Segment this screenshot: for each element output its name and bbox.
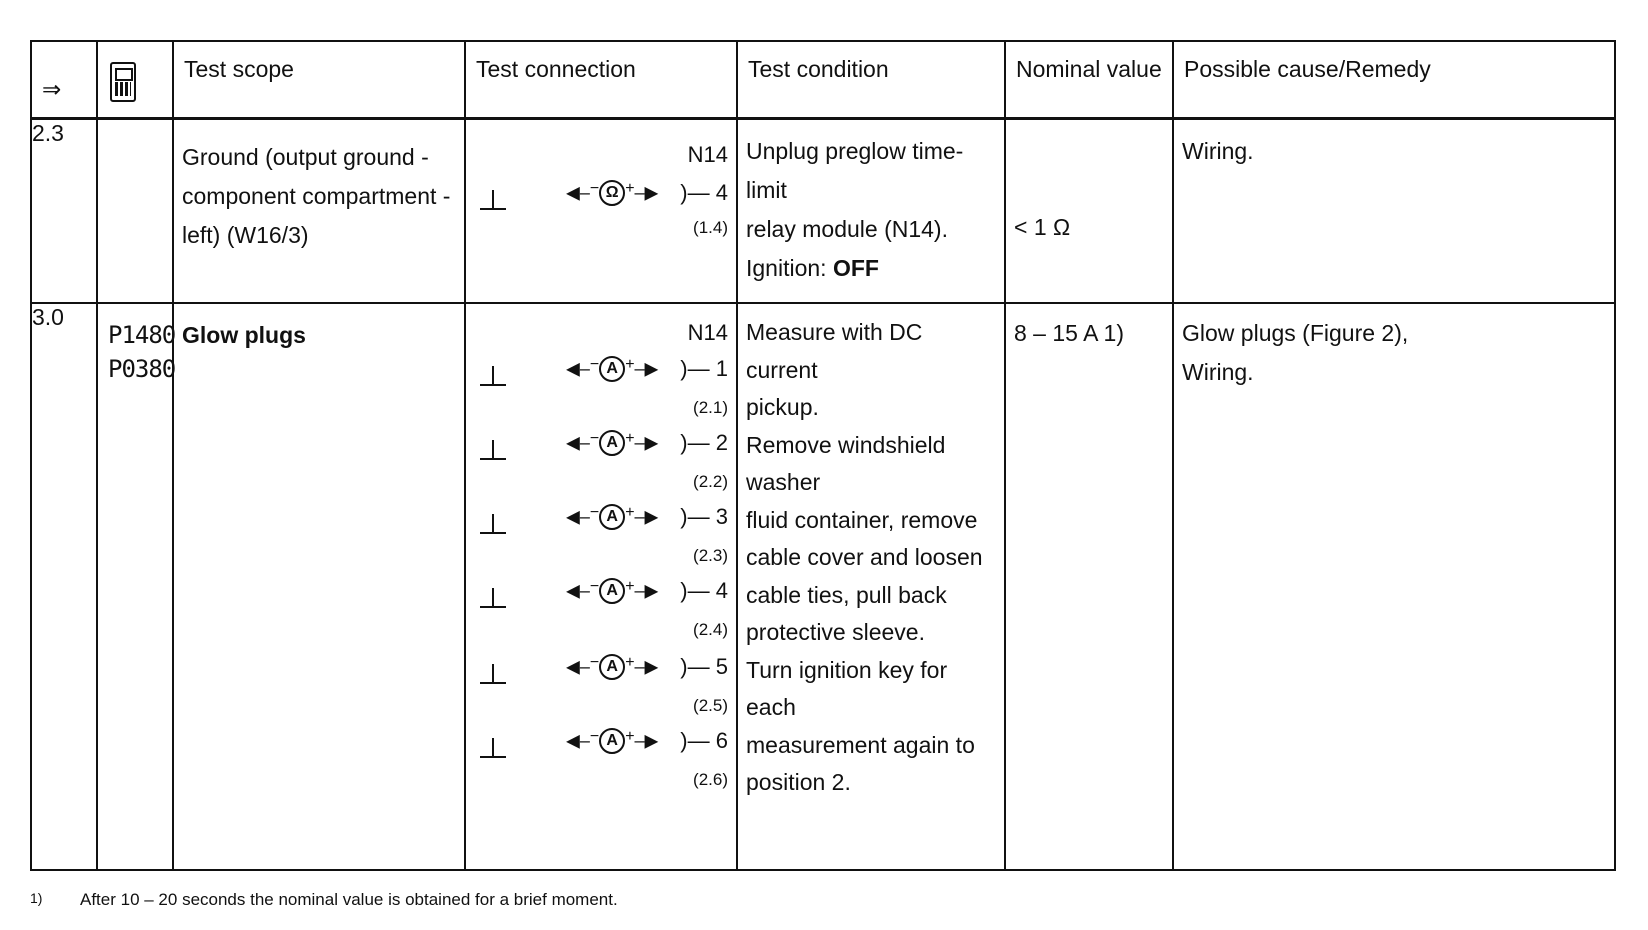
possible-cause: Wiring.: [1173, 119, 1615, 304]
ground-symbol-icon: [480, 362, 506, 390]
nominal-value: < 1 Ω: [1005, 119, 1173, 304]
condition-line: Turn ignition key for each: [746, 656, 948, 720]
connection-line: [466, 180, 728, 220]
test-connection: [465, 119, 737, 304]
header-arrow: ⇒: [31, 41, 97, 119]
step-number: 3.0: [31, 303, 97, 870]
pin-label: )— 1: [680, 356, 728, 381]
pin-sub-label: (2.2): [693, 472, 728, 491]
fault-codes: [97, 119, 173, 304]
pin-sub-label: (1.4): [693, 218, 728, 237]
pin-sub-label: (2.1): [693, 398, 728, 417]
condition-line: position 2.: [746, 769, 851, 795]
ground-symbol-icon: [480, 436, 506, 464]
ground-symbol-icon: [480, 584, 506, 612]
module-label: N14: [687, 142, 728, 167]
ammeter-icon: ◀–− A +–▶: [566, 728, 658, 754]
connection-line: [466, 356, 728, 396]
condition-line: Ignition: OFF: [746, 255, 879, 281]
ammeter-icon: ◀–− A +–▶: [566, 654, 658, 680]
ammeter-icon: ◀–− A +–▶: [566, 356, 658, 382]
test-scope: Ground (output ground - component compartment - left) (W16/3): [173, 119, 465, 304]
pin-label: )— 5: [680, 654, 728, 679]
pin-label: )— 6: [680, 728, 728, 753]
ground-symbol-icon: [480, 186, 506, 214]
ground-symbol-icon: [480, 734, 506, 762]
pin-sub-label: (2.4): [693, 620, 728, 639]
test-connection: [465, 303, 737, 870]
pin-sub-label: (2.6): [693, 770, 728, 789]
test-table: [30, 40, 1616, 871]
connection-line: [466, 430, 728, 470]
test-scope: Glow plugs: [173, 303, 465, 870]
footnote-text: After 10 – 20 seconds the nominal value is obtained for a brief moment.: [80, 890, 618, 909]
test-condition: [737, 119, 1005, 304]
connection-line: [466, 504, 728, 544]
pin-sub-label: (2.3): [693, 546, 728, 565]
condition-line: Remove windshield washer: [746, 431, 946, 495]
condition-line: protective sleeve.: [746, 619, 925, 645]
test-condition: [737, 303, 1005, 870]
table-row: [31, 303, 1615, 870]
condition-line: Unplug preglow time-limit: [746, 138, 964, 203]
fault-codes: [97, 303, 176, 870]
header-scanner: [97, 41, 173, 119]
test-table-document: [30, 40, 1614, 909]
footnote: [30, 890, 618, 910]
header-row: [31, 41, 1615, 119]
ground-symbol-icon: [480, 660, 506, 688]
header-test-condition: Test condition: [737, 41, 1005, 119]
condition-line: relay module (N14).: [746, 216, 948, 242]
pin-label: )— 4: [680, 578, 728, 603]
nominal-value: 8 – 15 A 1): [1005, 303, 1173, 870]
pin-sub-label: (2.5): [693, 696, 728, 715]
connection-line: [466, 578, 728, 618]
step-number: 2.3: [31, 119, 97, 304]
ammeter-icon: ◀–− A +–▶: [566, 504, 658, 530]
fault-code: P1480: [108, 321, 176, 349]
header-test-connection: Test connection: [465, 41, 737, 119]
condition-line: measurement again to: [746, 731, 975, 758]
cause-line: Wiring.: [1182, 359, 1254, 385]
fault-code: P0380: [108, 355, 176, 383]
header-nominal-value: Nominal value: [1005, 41, 1173, 119]
header-possible-cause: Possible cause/Remedy: [1173, 41, 1615, 119]
module-label: N14: [687, 320, 728, 345]
scanner-icon: [110, 62, 136, 102]
cause-line: Glow plugs (Figure 2),: [1182, 320, 1409, 346]
condition-line: Measure with DC current: [746, 319, 923, 383]
condition-line: fluid container, remove: [746, 506, 978, 533]
condition-line: cable cover and loosen: [746, 544, 983, 570]
pin-label: )— 2: [680, 430, 728, 455]
possible-cause: [1173, 303, 1615, 870]
condition-line: cable ties, pull back: [746, 581, 947, 608]
condition-line: pickup.: [746, 394, 819, 420]
header-test-scope: Test scope: [173, 41, 465, 119]
connection-line: [466, 654, 728, 694]
table-row: [31, 119, 1615, 304]
connection-line: [466, 728, 728, 768]
ammeter-icon: ◀–− A +–▶: [566, 578, 658, 604]
pin-label: )— 3: [680, 504, 728, 529]
ground-symbol-icon: [480, 510, 506, 538]
ammeter-icon: ◀–− A +–▶: [566, 430, 658, 456]
pin-label: )— 4: [680, 180, 728, 205]
footnote-mark: 1): [30, 890, 43, 906]
ohmmeter-icon: ◀–− Ω +–▶: [566, 180, 658, 206]
